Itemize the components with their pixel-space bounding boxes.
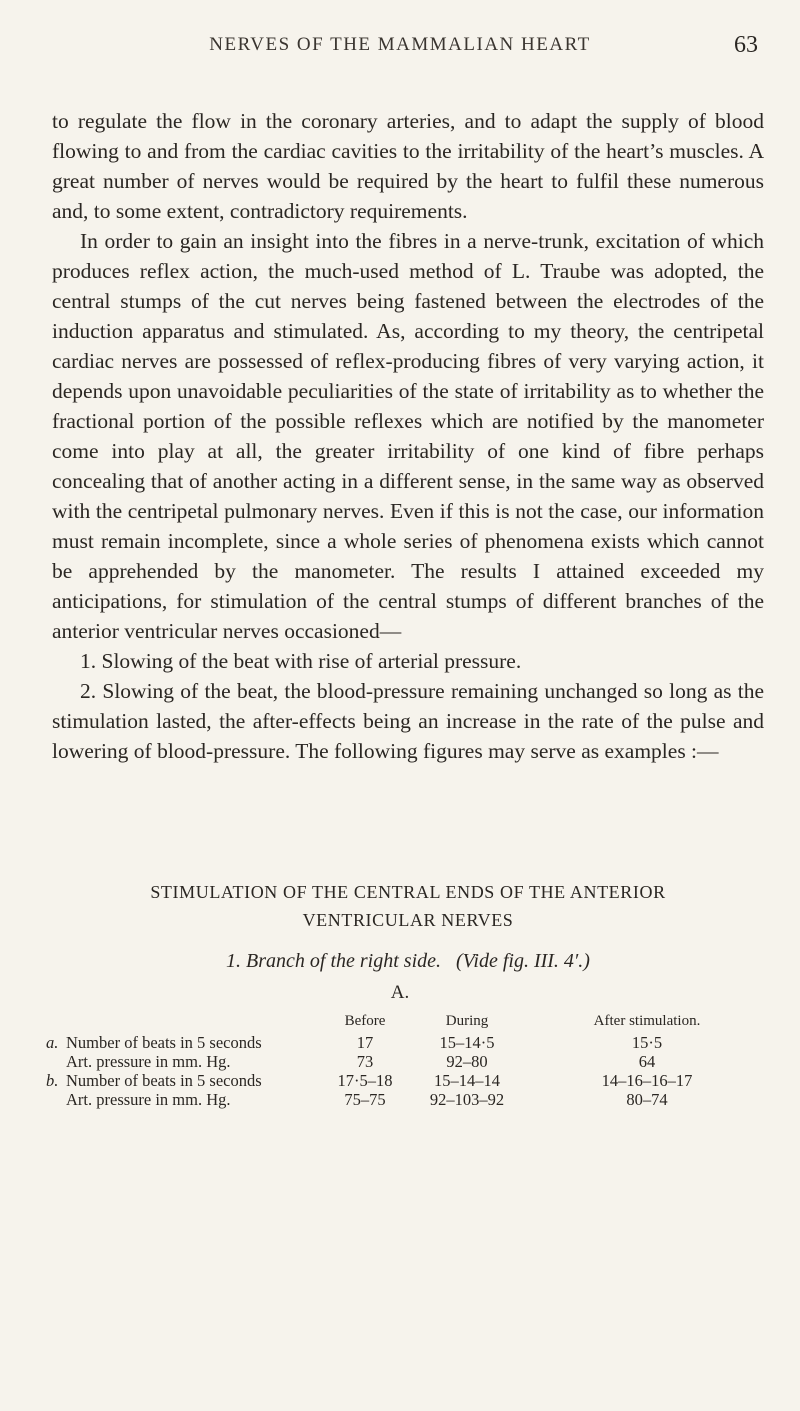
before-pressure: 75–75	[344, 1090, 386, 1109]
result-item-1: 1. Slowing of the beat with rise of arterial pressure.	[80, 649, 522, 673]
during-beats: 15–14·5	[439, 1033, 495, 1052]
table-heading-line-1: STIMULATION OF THE CENTRAL ENDS OF THE ANTERIOR	[150, 882, 666, 902]
label-pressure: Art. pressure in mm. Hg.	[66, 1052, 231, 1071]
row-mark: a.	[46, 1033, 59, 1052]
page-number: 63	[734, 32, 758, 58]
table-heading-line-2: VENTRICULAR NERVES	[302, 910, 514, 930]
after-beats: 14–16–16–17	[601, 1071, 693, 1090]
cell-during	[406, 1033, 528, 1071]
label-beats: Number of beats in 5 seconds	[66, 1071, 262, 1090]
body-text	[52, 106, 764, 766]
result-item-2: 2. Slowing of the beat, the blood-pressure remaining unchanged so long as the stimulation lasted, the after-effects being an increase in the rate of the pulse and lowering of blood-pressure. The following figures may serve as examples :—	[52, 679, 764, 763]
label-pressure: Art. pressure in mm. Hg.	[66, 1090, 231, 1109]
table-header-row	[46, 1012, 766, 1033]
before-pressure: 73	[356, 1052, 374, 1071]
cell-before	[324, 1033, 406, 1071]
during-beats: 15–14–14	[434, 1071, 500, 1090]
cell-after	[528, 1033, 766, 1071]
table-row	[46, 1071, 766, 1109]
row-mark: b.	[46, 1071, 59, 1090]
cell-before	[324, 1071, 406, 1109]
cell-after	[528, 1071, 766, 1109]
before-beats: 17·5–18	[337, 1071, 393, 1090]
row-labels	[66, 1071, 324, 1109]
column-header-during: During	[445, 1013, 489, 1029]
table-row	[46, 1033, 766, 1071]
row-labels	[66, 1033, 324, 1071]
branch-title: 1. Branch of the right side.	[226, 950, 441, 972]
running-head	[0, 26, 800, 66]
series-label: A.	[390, 982, 410, 1003]
stimulation-table	[46, 1012, 766, 1109]
during-pressure: 92–103–92	[429, 1090, 505, 1109]
table-heading	[52, 878, 764, 934]
column-header-before: Before	[344, 1013, 386, 1029]
running-title: NERVES OF THE MAMMALIAN HEART	[209, 34, 591, 55]
before-beats: 17	[356, 1033, 374, 1052]
after-pressure: 64	[638, 1052, 656, 1071]
branch-title-line	[52, 950, 764, 973]
during-pressure: 92–80	[446, 1052, 488, 1071]
label-beats: Number of beats in 5 seconds	[66, 1033, 262, 1052]
figure-reference: (Vide fig. III. 4′.)	[456, 950, 590, 972]
column-header-after: After stimulation.	[593, 1013, 701, 1029]
after-pressure: 80–74	[626, 1090, 668, 1109]
cell-during	[406, 1071, 528, 1109]
after-beats: 15·5	[631, 1033, 663, 1052]
paragraph-method: In order to gain an insight into the fibres in a nerve-trunk, excitation of which produces reflex action, the much-used method of L. Traube was adopted, the central stumps of the cut nerves being fastened between the electrodes of the induction apparatus and stimulated. As, according to my theory, the centripetal cardiac nerves are possessed of reflex-producing fibres of very varying action, it depends upon unavoidable peculiarities of the state of irritability as to whether the fractional portion of the possible reflexes which are notified by the manometer come into play at all, the greater irritability of one kind of fibre perhaps concealing that of another acting in a different sense, in the same way as observed with the centripetal pulmonary nerves. Even if this is not the case, our information must remain incomplete, since a whole series of phenomena exists which cannot be apprehended by the manometer. The results I attained exceeded my anticipations, for stimulation of the central stumps of different branches of the anterior ventricular nerves occasioned—	[52, 229, 764, 643]
paragraph-continuation: to regulate the flow in the coronary arteries, and to adapt the supply of blood flowing to and from the cardiac cavities to the irritability of the heart’s muscles. A great number of nerves would be required by the heart to fulfil these numerous and, to some extent, contradictory requirements.	[52, 109, 764, 223]
